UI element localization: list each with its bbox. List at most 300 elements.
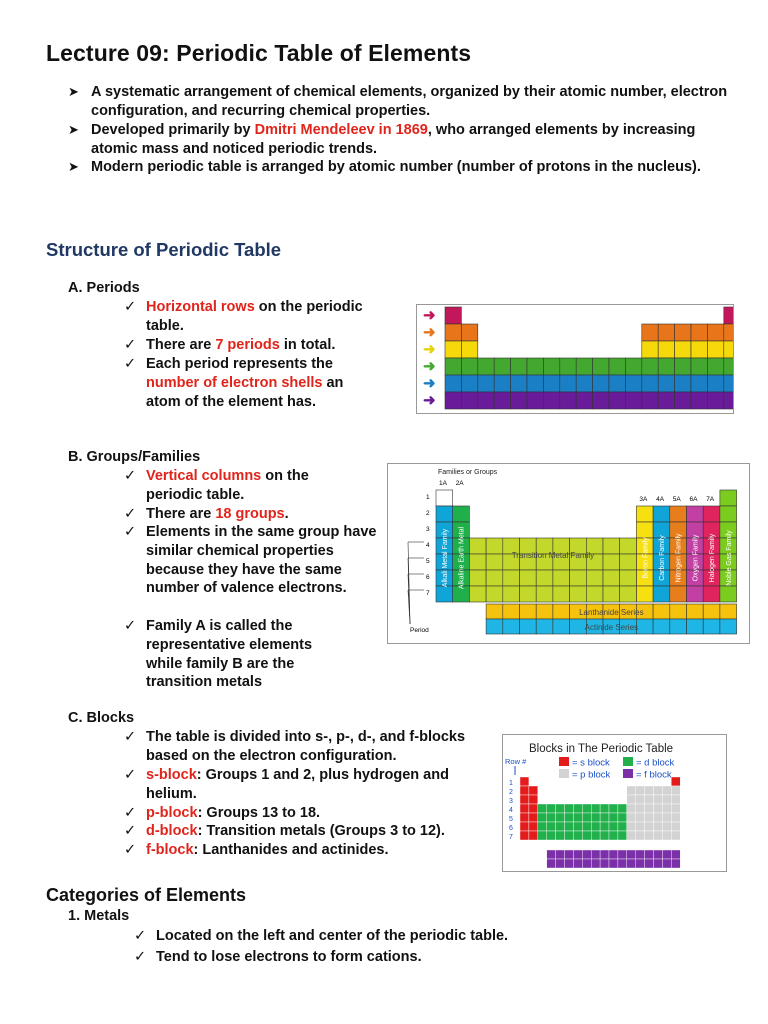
element-cell [658,358,674,375]
element-cell [707,358,723,375]
blocks-item: ✓ s-block: Groups 1 and 2, plus hydrogen and helium. [124,767,449,802]
row-number: 5 [509,816,513,823]
element-cell [653,506,670,522]
element-cell [486,604,503,619]
metals-item: ✓ Tend to lose electrons to form cations. [134,949,422,965]
element-cell [553,604,570,619]
metals-heading: 1. Metals [68,908,130,924]
checkmark-icon: ✓ [134,949,147,965]
element-cell [620,538,637,554]
element-cell [609,392,625,409]
element-cell [576,392,592,409]
element-cell [576,375,592,392]
element-cell [436,506,453,522]
element-cell [625,392,641,409]
element-cell [642,392,658,409]
element-cell [662,813,671,822]
element-cell [543,375,559,392]
element-cell [478,375,494,392]
element-cell [618,859,627,868]
element-cell [600,813,609,822]
element-cell [520,777,529,786]
group-label: 7A [706,496,715,503]
element-cell [494,375,510,392]
element-cell [573,859,582,868]
element-cell [653,586,670,602]
element-cell [543,358,559,375]
element-cell [654,831,663,840]
element-cell [671,850,680,859]
period-arrow-icon: ➜ [423,307,436,324]
row-number: 6 [509,825,513,832]
period-label: Period [410,627,429,634]
element-cell [625,375,641,392]
group-label: 4A [656,496,665,503]
element-cell [653,604,670,619]
element-cell [662,804,671,813]
element-cell [593,375,609,392]
metals-item: ✓ Located on the left and center of the periodic table. [134,928,509,944]
row-number: 2 [426,510,430,517]
family-label: Alkali Metal Family [441,528,449,588]
element-cell [670,586,687,602]
element-cell [486,619,503,634]
checkmark-icon: ✓ [124,337,137,353]
row-number: 5 [426,558,430,565]
element-cell [527,392,543,409]
legend-label: = p block [572,769,611,781]
element-cell [565,831,574,840]
element-cell [636,804,645,813]
element-cell [529,795,538,804]
element-cell [494,358,510,375]
element-cell [603,538,620,554]
element-cell [511,392,527,409]
element-cell [565,804,574,813]
section-heading-categories: Categories of Elements [46,885,247,905]
element-cell [670,604,687,619]
period-arrow-icon: ➜ [423,358,436,375]
element-cell [556,822,565,831]
element-cell [556,859,565,868]
element-cell [645,804,654,813]
element-cell [503,604,520,619]
element-cell [662,859,671,868]
element-cell [538,813,547,822]
element-cell [658,341,674,358]
element-cell [536,604,553,619]
element-cell [636,822,645,831]
element-cell [636,813,645,822]
groups-table-image [388,464,750,644]
element-cell [520,813,529,822]
groups-item: ✓ There are 18 groups. [124,506,289,522]
element-cell [609,804,618,813]
element-cell [538,822,547,831]
element-cell [724,341,734,358]
element-cell [527,358,543,375]
element-cell [654,795,663,804]
blocks-heading: C. Blocks [68,710,135,726]
element-cell [675,341,691,358]
family-label: Oxygen Family [692,534,700,582]
element-cell [556,850,565,859]
element-cell [724,375,734,392]
legend-swatch [559,757,569,766]
element-cell [645,822,654,831]
element-cell [529,831,538,840]
element-cell [703,586,720,602]
element-cell [691,375,707,392]
element-cell [645,786,654,795]
element-cell [670,506,687,522]
element-cell [565,822,574,831]
element-cell [565,813,574,822]
row-number: 2 [509,789,513,796]
group-label: 2A [455,480,464,487]
element-cell [724,358,734,375]
element-cell [627,795,636,804]
group-label: 5A [672,496,681,503]
element-cell [486,570,503,586]
element-cell [591,831,600,840]
element-cell [645,850,654,859]
element-cell [486,538,503,554]
row-number: 1 [426,494,430,501]
element-cell [582,813,591,822]
element-cell [461,341,477,358]
element-cell [620,570,637,586]
element-cell [636,795,645,804]
element-cell [670,619,687,634]
element-cell [600,859,609,868]
element-cell [724,392,734,409]
element-cell [707,375,723,392]
period-arrow-icon: ➜ [423,375,436,392]
element-cell [675,392,691,409]
row-number: 6 [426,574,430,581]
element-cell [603,554,620,570]
element-cell [645,813,654,822]
element-cell [671,831,680,840]
element-cell [703,506,720,522]
element-cell [538,804,547,813]
element-cell [547,850,556,859]
groups-heading: B. Groups/Families [68,449,201,465]
element-cell [720,604,737,619]
element-cell [469,586,486,602]
element-cell [553,586,570,602]
checkmark-icon: ✓ [134,928,147,944]
element-cell [445,324,461,341]
checkmark-icon: ✓ [124,842,137,858]
row-number: 3 [509,798,513,805]
element-cell [453,506,470,522]
element-cell [520,570,537,586]
element-cell [486,586,503,602]
element-cell [494,392,510,409]
row-number: 4 [426,542,430,549]
element-cell [536,619,553,634]
period-arrow-icon: ➜ [423,324,436,341]
groups-item: ✓ Vertical columns on the periodic table. [124,468,309,503]
element-cell [445,375,461,392]
figure-title: Families or Groups [438,469,498,476]
element-cell [538,831,547,840]
element-cell [642,324,658,341]
intro-bullet: ➤ Developed primarily by Dmitri Mendeleev in 1869, who arranged elements by increasing atomic mass and noticed periodic trends. [68,122,696,157]
element-cell [461,324,477,341]
element-cell [520,795,529,804]
element-cell [642,375,658,392]
element-cell [461,392,477,409]
element-cell [618,804,627,813]
page-title: Lecture 09: Periodic Table of Elements [46,40,472,66]
element-cell [671,859,680,868]
element-cell [529,804,538,813]
element-cell [654,813,663,822]
element-cell [636,619,653,634]
row-number: 3 [426,526,430,533]
element-cell [520,586,537,602]
family-label: Halogen Family [709,533,717,583]
element-cell [520,804,529,813]
row-label: Row # [505,757,527,766]
element-cell [687,506,704,522]
periods-figure [416,304,734,414]
element-cell [627,831,636,840]
groups-item: ✓ Family A is called the representative elements while family B are the transition metals [124,618,313,691]
element-cell [591,859,600,868]
element-cell [662,850,671,859]
element-cell [520,619,537,634]
lanthanide-label: Lanthanide Series [579,608,644,617]
element-cell [461,375,477,392]
checkmark-icon: ✓ [124,618,137,634]
element-cell [671,795,680,804]
element-cell [625,358,641,375]
element-cell [609,375,625,392]
checkmark-icon: ✓ [124,524,137,540]
periods-heading: A. Periods [68,280,140,296]
element-cell [653,619,670,634]
element-cell [627,813,636,822]
element-cell [560,375,576,392]
transition-label: Transition Metal Family [511,551,595,560]
element-cell [636,786,645,795]
blocks-title: Blocks in The Periodic Table [529,743,674,755]
element-cell [573,850,582,859]
element-cell [511,375,527,392]
intro-bullet: ➤ A systematic arrangement of chemical elements, organized by their atomic number, electron configuration, and recurring chemical properties. [68,84,728,119]
element-cell [593,358,609,375]
element-cell [703,619,720,634]
element-cell [691,324,707,341]
element-cell [627,786,636,795]
element-cell [671,786,680,795]
element-cell [627,859,636,868]
element-cell [603,570,620,586]
element-cell [609,831,618,840]
element-cell [582,804,591,813]
element-cell [675,324,691,341]
element-cell [529,822,538,831]
group-label: 1A [439,480,447,487]
legend-label: = s block [572,757,610,769]
element-cell [609,850,618,859]
group-label: 6A [689,496,698,503]
element-cell [560,392,576,409]
element-cell [618,822,627,831]
element-cell [591,804,600,813]
group-label: 3A [639,496,648,503]
element-cell [600,804,609,813]
checkmark-icon: ✓ [124,729,137,745]
element-cell [547,831,556,840]
element-cell [576,358,592,375]
element-cell [720,490,737,506]
element-cell [720,586,737,602]
blocks-item: ✓ f-block: Lanthanides and actinides. [124,842,389,858]
family-label: Boron Family [642,537,650,579]
element-cell [461,358,477,375]
period-arrow-icon: ➜ [423,341,436,358]
periods-table-image [417,305,734,414]
element-cell [547,822,556,831]
element-cell [609,813,618,822]
blocks-item: ✓ p-block: Groups 13 to 18. [124,805,321,821]
element-cell [609,859,618,868]
periods-item: ✓ Each period represents the number of electron shells an atom of the element has. [124,356,344,410]
element-cell [627,804,636,813]
element-cell [478,358,494,375]
element-cell [609,822,618,831]
element-cell [691,392,707,409]
element-cell [636,586,653,602]
element-cell [573,831,582,840]
element-cell [645,859,654,868]
element-cell [658,324,674,341]
element-cell [620,586,637,602]
element-cell [603,586,620,602]
arrow-bullet-icon: ➤ [68,159,79,174]
checkmark-icon: ✓ [124,823,137,839]
element-cell [600,822,609,831]
element-cell [600,831,609,840]
element-cell [527,375,543,392]
element-cell [573,822,582,831]
checkmark-icon: ✓ [124,356,137,372]
element-cell [445,307,461,324]
element-cell [436,586,453,602]
arrow-bullet-icon: ➤ [68,84,79,99]
element-cell [469,554,486,570]
element-cell [654,804,663,813]
element-cell [553,570,570,586]
element-cell [445,392,461,409]
element-cell [565,859,574,868]
element-cell [593,392,609,409]
family-label: Carbon Family [658,535,666,581]
element-cell [547,813,556,822]
element-cell [642,341,658,358]
element-cell [556,804,565,813]
element-cell [556,831,565,840]
element-cell [724,324,734,341]
element-cell [627,850,636,859]
row-number: 7 [509,834,513,841]
element-cell [671,777,680,786]
intro-bullet: ➤ Modern periodic table is arranged by atomic number (number of protons in the nucleus). [68,159,701,175]
element-cell [654,822,663,831]
element-cell [478,392,494,409]
periods-item: ✓ There are 7 periods in total. [124,337,336,353]
element-cell [662,822,671,831]
element-cell [556,813,565,822]
element-cell [687,604,704,619]
legend-label: = d block [636,757,675,769]
blocks-item: ✓ d-block: Transition metals (Groups 3 to 12). [124,823,445,839]
element-cell [436,490,453,506]
element-cell [582,831,591,840]
periods-item: ✓ Horizontal rows on the periodic table. [124,299,363,334]
element-cell [658,375,674,392]
element-cell [560,358,576,375]
checkmark-icon: ✓ [124,299,137,315]
legend-label: = f block [636,769,672,781]
element-cell [520,786,529,795]
element-cell [627,822,636,831]
element-cell [720,619,737,634]
element-cell [707,392,723,409]
element-cell [724,307,734,324]
element-cell [582,850,591,859]
element-cell [469,570,486,586]
blocks-table-image [503,735,727,872]
element-cell [609,358,625,375]
element-cell [620,554,637,570]
element-cell [600,850,609,859]
actinide-label: Actinide Series [584,623,639,632]
element-cell [503,570,520,586]
element-cell [662,786,671,795]
element-cell [486,554,503,570]
element-cell [645,831,654,840]
element-cell [687,619,704,634]
element-cell [547,804,556,813]
checkmark-icon: ✓ [124,767,137,783]
element-cell [445,341,461,358]
row-number: 4 [509,807,513,814]
element-cell [582,822,591,831]
element-cell [573,804,582,813]
element-cell [645,795,654,804]
checkmark-icon: ✓ [124,506,137,522]
element-cell [654,786,663,795]
element-cell [520,822,529,831]
element-cell [565,850,574,859]
element-cell [720,506,737,522]
element-cell [675,375,691,392]
blocks-item: ✓ The table is divided into s-, p-, d-, and f-blocks based on the electron configuration. [124,729,466,764]
element-cell [654,859,663,868]
checkmark-icon: ✓ [124,468,137,484]
element-cell [529,813,538,822]
element-cell [503,619,520,634]
element-cell [529,786,538,795]
element-cell [591,850,600,859]
element-cell [636,831,645,840]
